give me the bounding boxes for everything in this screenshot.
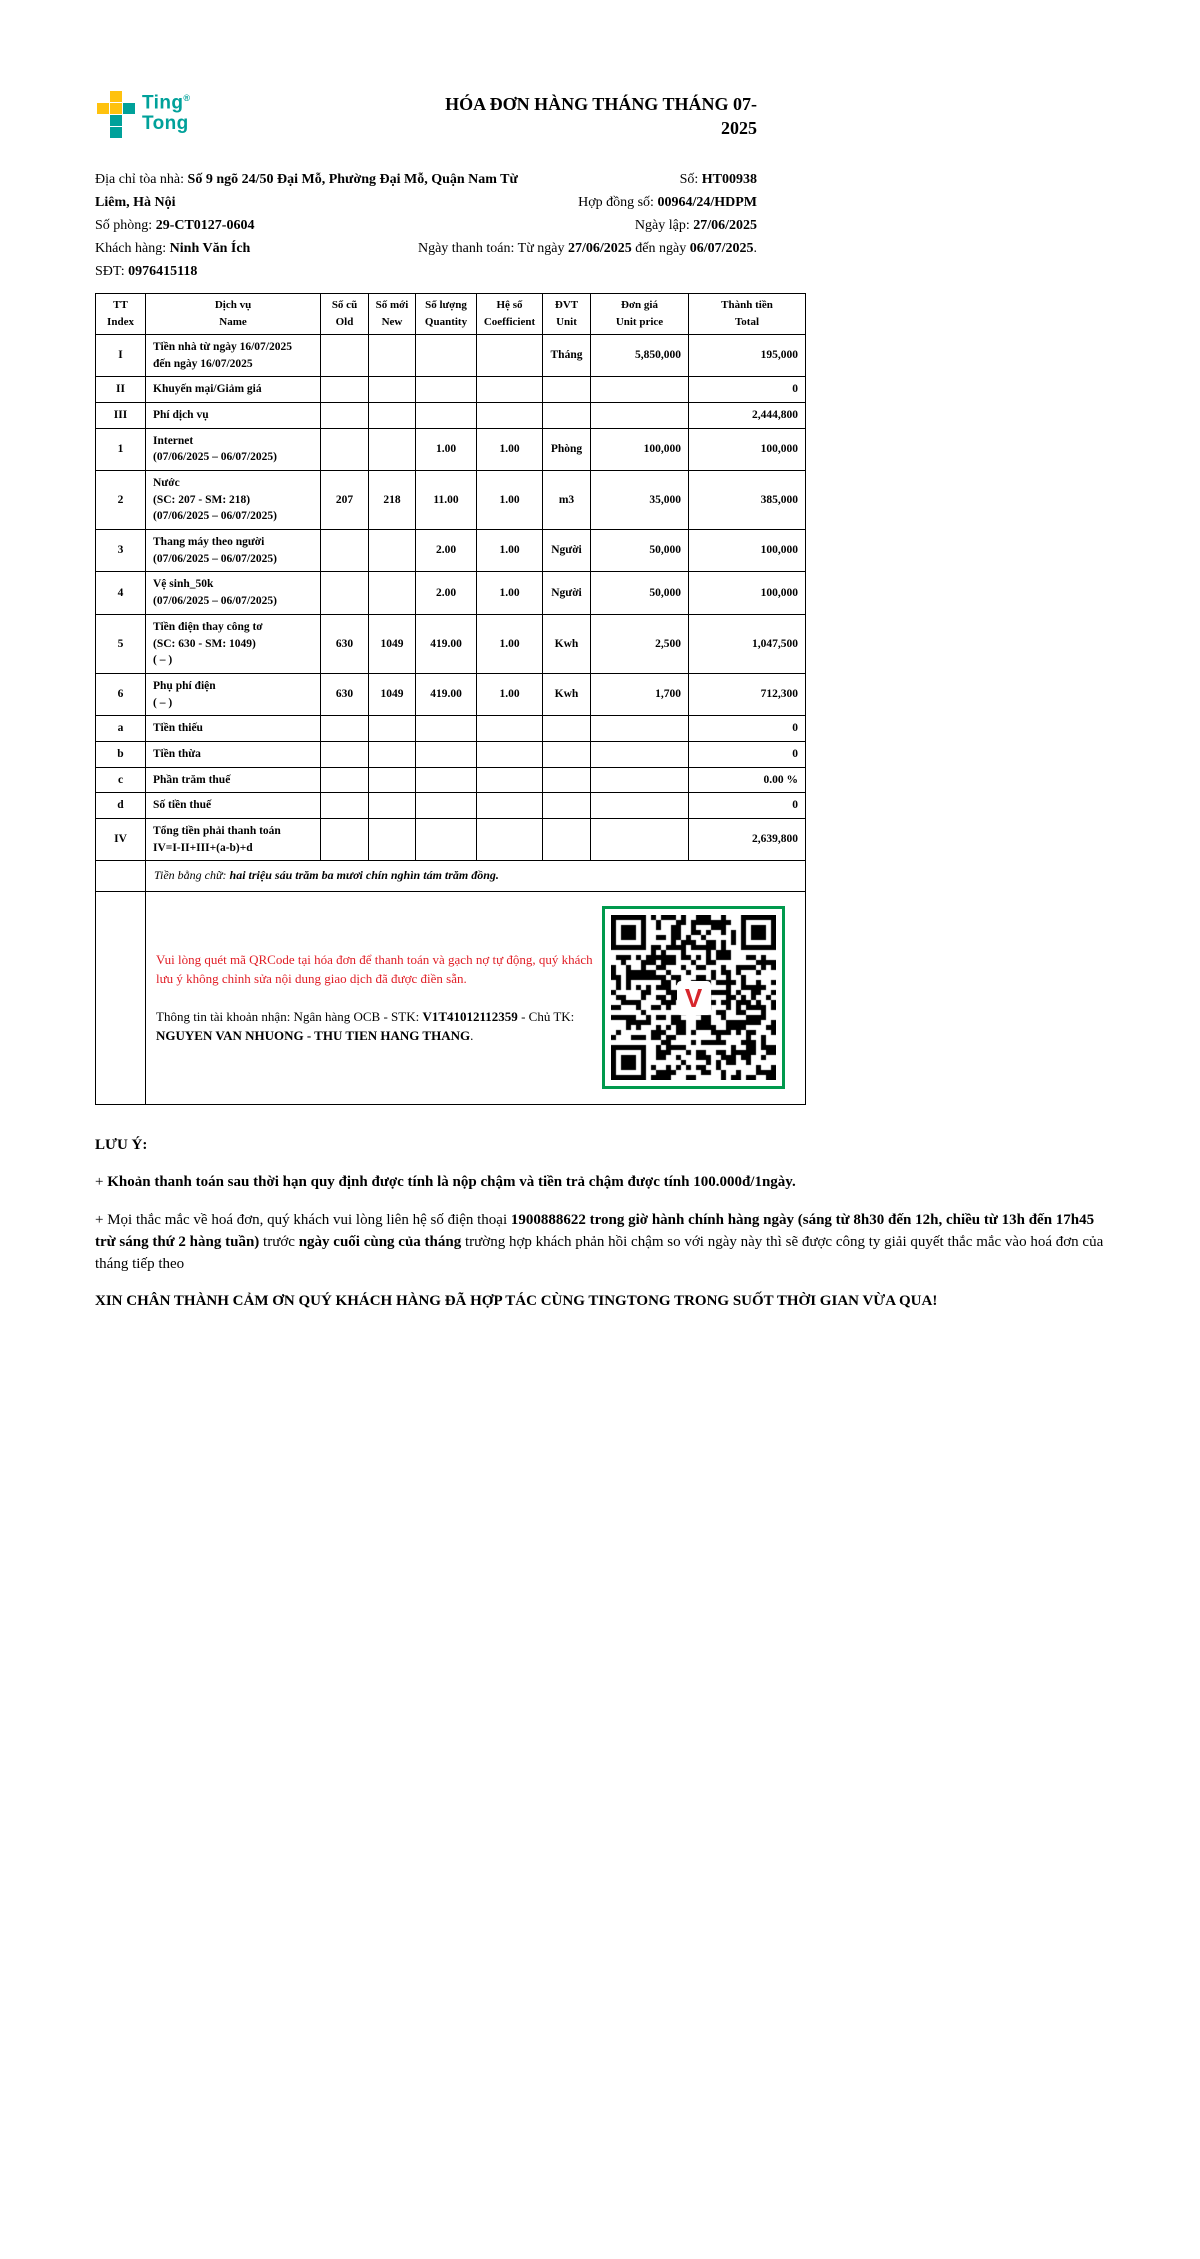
table-row [96, 793, 806, 819]
cell-price [591, 741, 689, 767]
qr-code-box [602, 906, 785, 1089]
phone-line [95, 260, 540, 283]
qr-logo-v-icon: V [684, 982, 703, 1013]
customer-value: Ninh Văn Ích [169, 241, 251, 256]
header-cell-new: Số mới New [369, 294, 416, 335]
cell-old [321, 767, 369, 793]
invoice-number-line [418, 168, 757, 191]
qr-cell [146, 891, 806, 1104]
cell-price: 50,000 [591, 572, 689, 614]
cell-coeff [477, 403, 543, 429]
late-payment-note [95, 1172, 1107, 1194]
cell-new [369, 741, 416, 767]
cell-unit: Người [543, 530, 591, 572]
account-info-text [156, 1007, 594, 1046]
cell-unit: Phòng [543, 428, 591, 470]
note2-seg2: trước [259, 1233, 299, 1250]
cell-index: 2 [96, 471, 146, 530]
cell-coeff: 1.00 [477, 673, 543, 715]
page-title [437, 92, 757, 141]
cell-empty [96, 891, 146, 1104]
table-row [96, 403, 806, 429]
cell-index: I [96, 335, 146, 377]
cell-old: 630 [321, 614, 369, 673]
cell-index: 6 [96, 673, 146, 715]
cell-old [321, 403, 369, 429]
cell-price [591, 767, 689, 793]
cell-coeff [477, 335, 543, 377]
cell-unit [543, 741, 591, 767]
table-row [96, 428, 806, 470]
qr-texts [156, 950, 594, 1046]
cell-qty [416, 335, 477, 377]
cell-qty: 11.00 [416, 471, 477, 530]
issue-date-line [418, 214, 757, 237]
account-seg2: - Chủ TK: [517, 1008, 575, 1024]
cell-name: Internet (07/06/2025 – 06/07/2025) [146, 428, 321, 470]
qr-center-logo [677, 981, 711, 1015]
cell-name: Phụ phí điện ( – ) [146, 673, 321, 715]
header-cell-index: TT Index [96, 294, 146, 335]
note1-text: Khoản thanh toán sau thời hạn quy định được tính là nộp chậm và tiền trả chậm được tính 100.000đ/1ngày. [107, 1174, 796, 1191]
logo-text-line1: Ting® [142, 92, 191, 114]
cell-old [321, 428, 369, 470]
cell-price: 1,700 [591, 673, 689, 715]
header-cell-coefficient: Hệ số Coefficient [477, 294, 543, 335]
qr-flex [156, 900, 795, 1096]
cell-index: b [96, 741, 146, 767]
cell-unit: Tháng [543, 335, 591, 377]
phone-value: 0976415118 [128, 264, 198, 279]
amount-in-words-cell [146, 861, 806, 891]
cell-qty: 2.00 [416, 572, 477, 614]
cell-new: 1049 [369, 614, 416, 673]
cell-qty [416, 793, 477, 819]
cell-total: 712,300 [689, 673, 806, 715]
issue-date-label: Ngày lập: [634, 218, 694, 233]
cell-total: 100,000 [689, 428, 806, 470]
cell-unit [543, 818, 591, 860]
note1-prefix: + [95, 1174, 108, 1191]
cell-price: 35,000 [591, 471, 689, 530]
cell-price: 5,850,000 [591, 335, 689, 377]
cell-coeff [477, 716, 543, 742]
account-number: V1T41012112359 [422, 1008, 518, 1024]
cell-unit [543, 793, 591, 819]
cell-old [321, 377, 369, 403]
note2-deadline: ngày cuối cùng của tháng [298, 1233, 462, 1250]
cell-name: Tiền điện thay công tơ (SC: 630 - SM: 1049) ( – ) [146, 614, 321, 673]
payment-to-date: 06/07/2025 [689, 241, 754, 256]
amount-in-words-label: Tiền bằng chữ: [154, 868, 230, 883]
invoice-table [95, 293, 806, 1105]
cell-index: d [96, 793, 146, 819]
customer-label: Khách hàng: [95, 241, 170, 256]
cell-name: Phí dịch vụ [146, 403, 321, 429]
table-row [96, 767, 806, 793]
cell-old [321, 335, 369, 377]
cell-index: 3 [96, 530, 146, 572]
cell-index: c [96, 767, 146, 793]
table-row [96, 335, 806, 377]
page-title-line2: 2025 [721, 118, 757, 139]
qr-row [96, 891, 806, 1104]
cell-name: Thang máy theo người (07/06/2025 – 06/07/2025) [146, 530, 321, 572]
invoice-content [95, 88, 1107, 1329]
cell-price [591, 818, 689, 860]
cell-index: 4 [96, 572, 146, 614]
table-row [96, 572, 806, 614]
cell-old [321, 530, 369, 572]
cell-name: Khuyến mại/Giảm giá [146, 377, 321, 403]
cell-name: Tổng tiền phải thanh toán IV=I-II+III+(a-b)+d [146, 818, 321, 860]
payment-suffix: . [753, 241, 757, 256]
cell-qty: 419.00 [416, 673, 477, 715]
cell-old [321, 716, 369, 742]
cell-qty: 2.00 [416, 530, 477, 572]
account-seg1: Thông tin tài khoản nhận: Ngân hàng OCB - STK: [156, 1008, 423, 1024]
note2-seg1: + Mọi thắc mắc về hoá đơn, quý khách vui lòng liên hệ số điện thoại [95, 1212, 511, 1229]
payment-from-date: 27/06/2025 [568, 241, 632, 256]
cell-unit: m3 [543, 471, 591, 530]
cell-new [369, 818, 416, 860]
cell-total: 195,000 [689, 335, 806, 377]
cell-price: 50,000 [591, 530, 689, 572]
cell-qty [416, 403, 477, 429]
account-holder: NGUYEN VAN NHUONG - THU TIEN HANG THANG [156, 1028, 471, 1044]
cell-index: III [96, 403, 146, 429]
contract-value: 00964/24/HDPM [657, 195, 757, 210]
cell-name: Tiền thiếu [146, 716, 321, 742]
contract-label: Hợp đồng số: [578, 195, 658, 210]
amount-in-words-row [96, 861, 806, 891]
cell-name: Tiền thừa [146, 741, 321, 767]
table-row [96, 716, 806, 742]
cell-new [369, 403, 416, 429]
address-label: Địa chỉ tòa nhà: [95, 172, 188, 187]
cell-old [321, 818, 369, 860]
header-cell-old: Số cũ Old [321, 294, 369, 335]
header-cell-unit: ĐVT Unit [543, 294, 591, 335]
cell-total: 385,000 [689, 471, 806, 530]
logo-square-teal [110, 127, 122, 138]
cell-new [369, 793, 416, 819]
cell-unit: Người [543, 572, 591, 614]
invoice-table-footer [96, 861, 806, 1104]
cell-coeff: 1.00 [477, 614, 543, 673]
account-seg3: . [470, 1028, 474, 1044]
cell-coeff [477, 767, 543, 793]
cell-price: 2,500 [591, 614, 689, 673]
logo-square-teal [123, 103, 135, 114]
payment-mid: đến ngày [631, 241, 690, 256]
cell-new [369, 716, 416, 742]
amount-in-words-value: hai triệu sáu trăm ba mươi chín nghìn tám trăm đồng. [229, 868, 499, 883]
cell-total: 0 [689, 741, 806, 767]
qr-warning-text: Vui lòng quét mã QRCode tại hóa đơn để thanh toán và gạch nợ tự động, quý khách lưu ý không chỉnh sửa nội dung giao dịch đã được điền sẵn. [156, 951, 593, 987]
page-title-line1: HÓA ĐƠN HÀNG THÁNG THÁNG 07- [445, 94, 757, 114]
cell-new [369, 335, 416, 377]
cell-qty [416, 818, 477, 860]
cell-coeff [477, 818, 543, 860]
issue-date-value: 27/06/2025 [693, 218, 757, 233]
tingtong-logo [97, 88, 190, 138]
note2-seg3: trường hợp khách phản hồi chậm so với ngày này thì sẽ được công ty giải quyết thắc mắc vào hoá đơn của tháng tiếp theo [95, 1233, 1104, 1272]
cell-total: 1,047,500 [689, 614, 806, 673]
cell-total: 0 [689, 793, 806, 819]
invoice-info [95, 168, 1107, 283]
room-label: Số phòng: [95, 218, 156, 233]
cell-index: 1 [96, 428, 146, 470]
invoice-header [95, 88, 1107, 154]
notes-section [95, 1135, 1107, 1314]
cell-price [591, 793, 689, 819]
cell-index: II [96, 377, 146, 403]
cell-name: Vệ sinh_50k (07/06/2025 – 06/07/2025) [146, 572, 321, 614]
cell-coeff: 1.00 [477, 471, 543, 530]
logo-square-yellow [97, 103, 109, 114]
cell-new [369, 767, 416, 793]
note2-hotline: 1900888622 trong giờ hành chính hàng ngày (sáng từ 8h30 đến 12h, chiều từ 13h đến 17h45 trừ sáng thứ 2 hàng tuần) [95, 1212, 1095, 1250]
logo-square-yellow [110, 103, 122, 114]
cell-name: Phần trăm thuế [146, 767, 321, 793]
cell-name: Nước (SC: 207 - SM: 218) (07/06/2025 – 06/07/2025) [146, 471, 321, 530]
table-row [96, 673, 806, 715]
cell-total: 0.00 % [689, 767, 806, 793]
table-row [96, 377, 806, 403]
header-cell-unit-price: Đơn giá Unit price [591, 294, 689, 335]
cell-coeff [477, 377, 543, 403]
cell-unit [543, 716, 591, 742]
cell-old [321, 793, 369, 819]
notes-heading: LƯU Ý: [95, 1136, 148, 1153]
header-cell-quantity: Số lượng Quantity [416, 294, 477, 335]
cell-qty [416, 377, 477, 403]
cell-index: IV [96, 818, 146, 860]
cell-old [321, 572, 369, 614]
cell-coeff [477, 741, 543, 767]
cell-new [369, 530, 416, 572]
contract-number-line [418, 191, 757, 214]
cell-total: 100,000 [689, 530, 806, 572]
cell-old: 630 [321, 673, 369, 715]
cell-total: 2,639,800 [689, 818, 806, 860]
cell-qty: 419.00 [416, 614, 477, 673]
cell-coeff [477, 793, 543, 819]
logo-pixel-icon [97, 91, 135, 138]
room-value: 29-CT0127-0604 [155, 218, 255, 233]
cell-qty [416, 716, 477, 742]
table-row [96, 530, 806, 572]
logo-text-line2: Tong [142, 113, 189, 135]
cell-price [591, 403, 689, 429]
table-row [96, 614, 806, 673]
cell-empty [96, 861, 146, 891]
cell-unit [543, 403, 591, 429]
cell-coeff: 1.00 [477, 530, 543, 572]
hotline-note [95, 1210, 1107, 1275]
cell-total: 100,000 [689, 572, 806, 614]
cell-unit: Kwh [543, 673, 591, 715]
cell-total: 2,444,800 [689, 403, 806, 429]
phone-label: SĐT: [95, 264, 129, 279]
cell-coeff: 1.00 [477, 428, 543, 470]
cell-total: 0 [689, 377, 806, 403]
cell-new [369, 428, 416, 470]
address-value: Số 9 ngõ 24/50 Đại Mỗ, Phường Đại Mỗ, Quận Nam Từ Liêm, Hà Nội [95, 172, 518, 210]
cell-name: Tiền nhà từ ngày 16/07/2025 đến ngày 16/07/2025 [146, 335, 321, 377]
cell-old [321, 741, 369, 767]
logo-text [142, 88, 190, 134]
info-right [418, 168, 757, 260]
cell-qty [416, 767, 477, 793]
cell-unit [543, 377, 591, 403]
cell-name: Số tiền thuế [146, 793, 321, 819]
header-cell-name: Dịch vụ Name [146, 294, 321, 335]
invoice-table-body [96, 335, 806, 861]
invoice-number-label: Số: [679, 172, 702, 187]
cell-qty [416, 741, 477, 767]
payment-prefix: Ngày thanh toán: Từ ngày [417, 241, 568, 256]
payment-date-line [418, 237, 757, 260]
cell-unit [543, 767, 591, 793]
cell-index: 5 [96, 614, 146, 673]
cell-price [591, 716, 689, 742]
cell-new: 218 [369, 471, 416, 530]
logo-square-teal [110, 115, 122, 126]
cell-new [369, 572, 416, 614]
header-cell-total: Thành tiền Total [689, 294, 806, 335]
cell-coeff: 1.00 [477, 572, 543, 614]
invoice-number-value: HT00938 [701, 172, 757, 187]
cell-price [591, 377, 689, 403]
cell-qty: 1.00 [416, 428, 477, 470]
cell-new [369, 377, 416, 403]
cell-index: a [96, 716, 146, 742]
table-row [96, 471, 806, 530]
logo-square-yellow [110, 91, 122, 102]
cell-total: 0 [689, 716, 806, 742]
table-header-row [96, 294, 806, 335]
cell-unit: Kwh [543, 614, 591, 673]
cell-price: 100,000 [591, 428, 689, 470]
table-row [96, 741, 806, 767]
cell-new: 1049 [369, 673, 416, 715]
thanks-note: XIN CHÂN THÀNH CẢM ƠN QUÝ KHÁCH HÀNG ĐÃ HỢP TÁC CÙNG TINGTONG TRONG SUỐT THỜI GIAN VỪA QUA! [95, 1293, 938, 1310]
cell-old: 207 [321, 471, 369, 530]
table-row [96, 818, 806, 860]
